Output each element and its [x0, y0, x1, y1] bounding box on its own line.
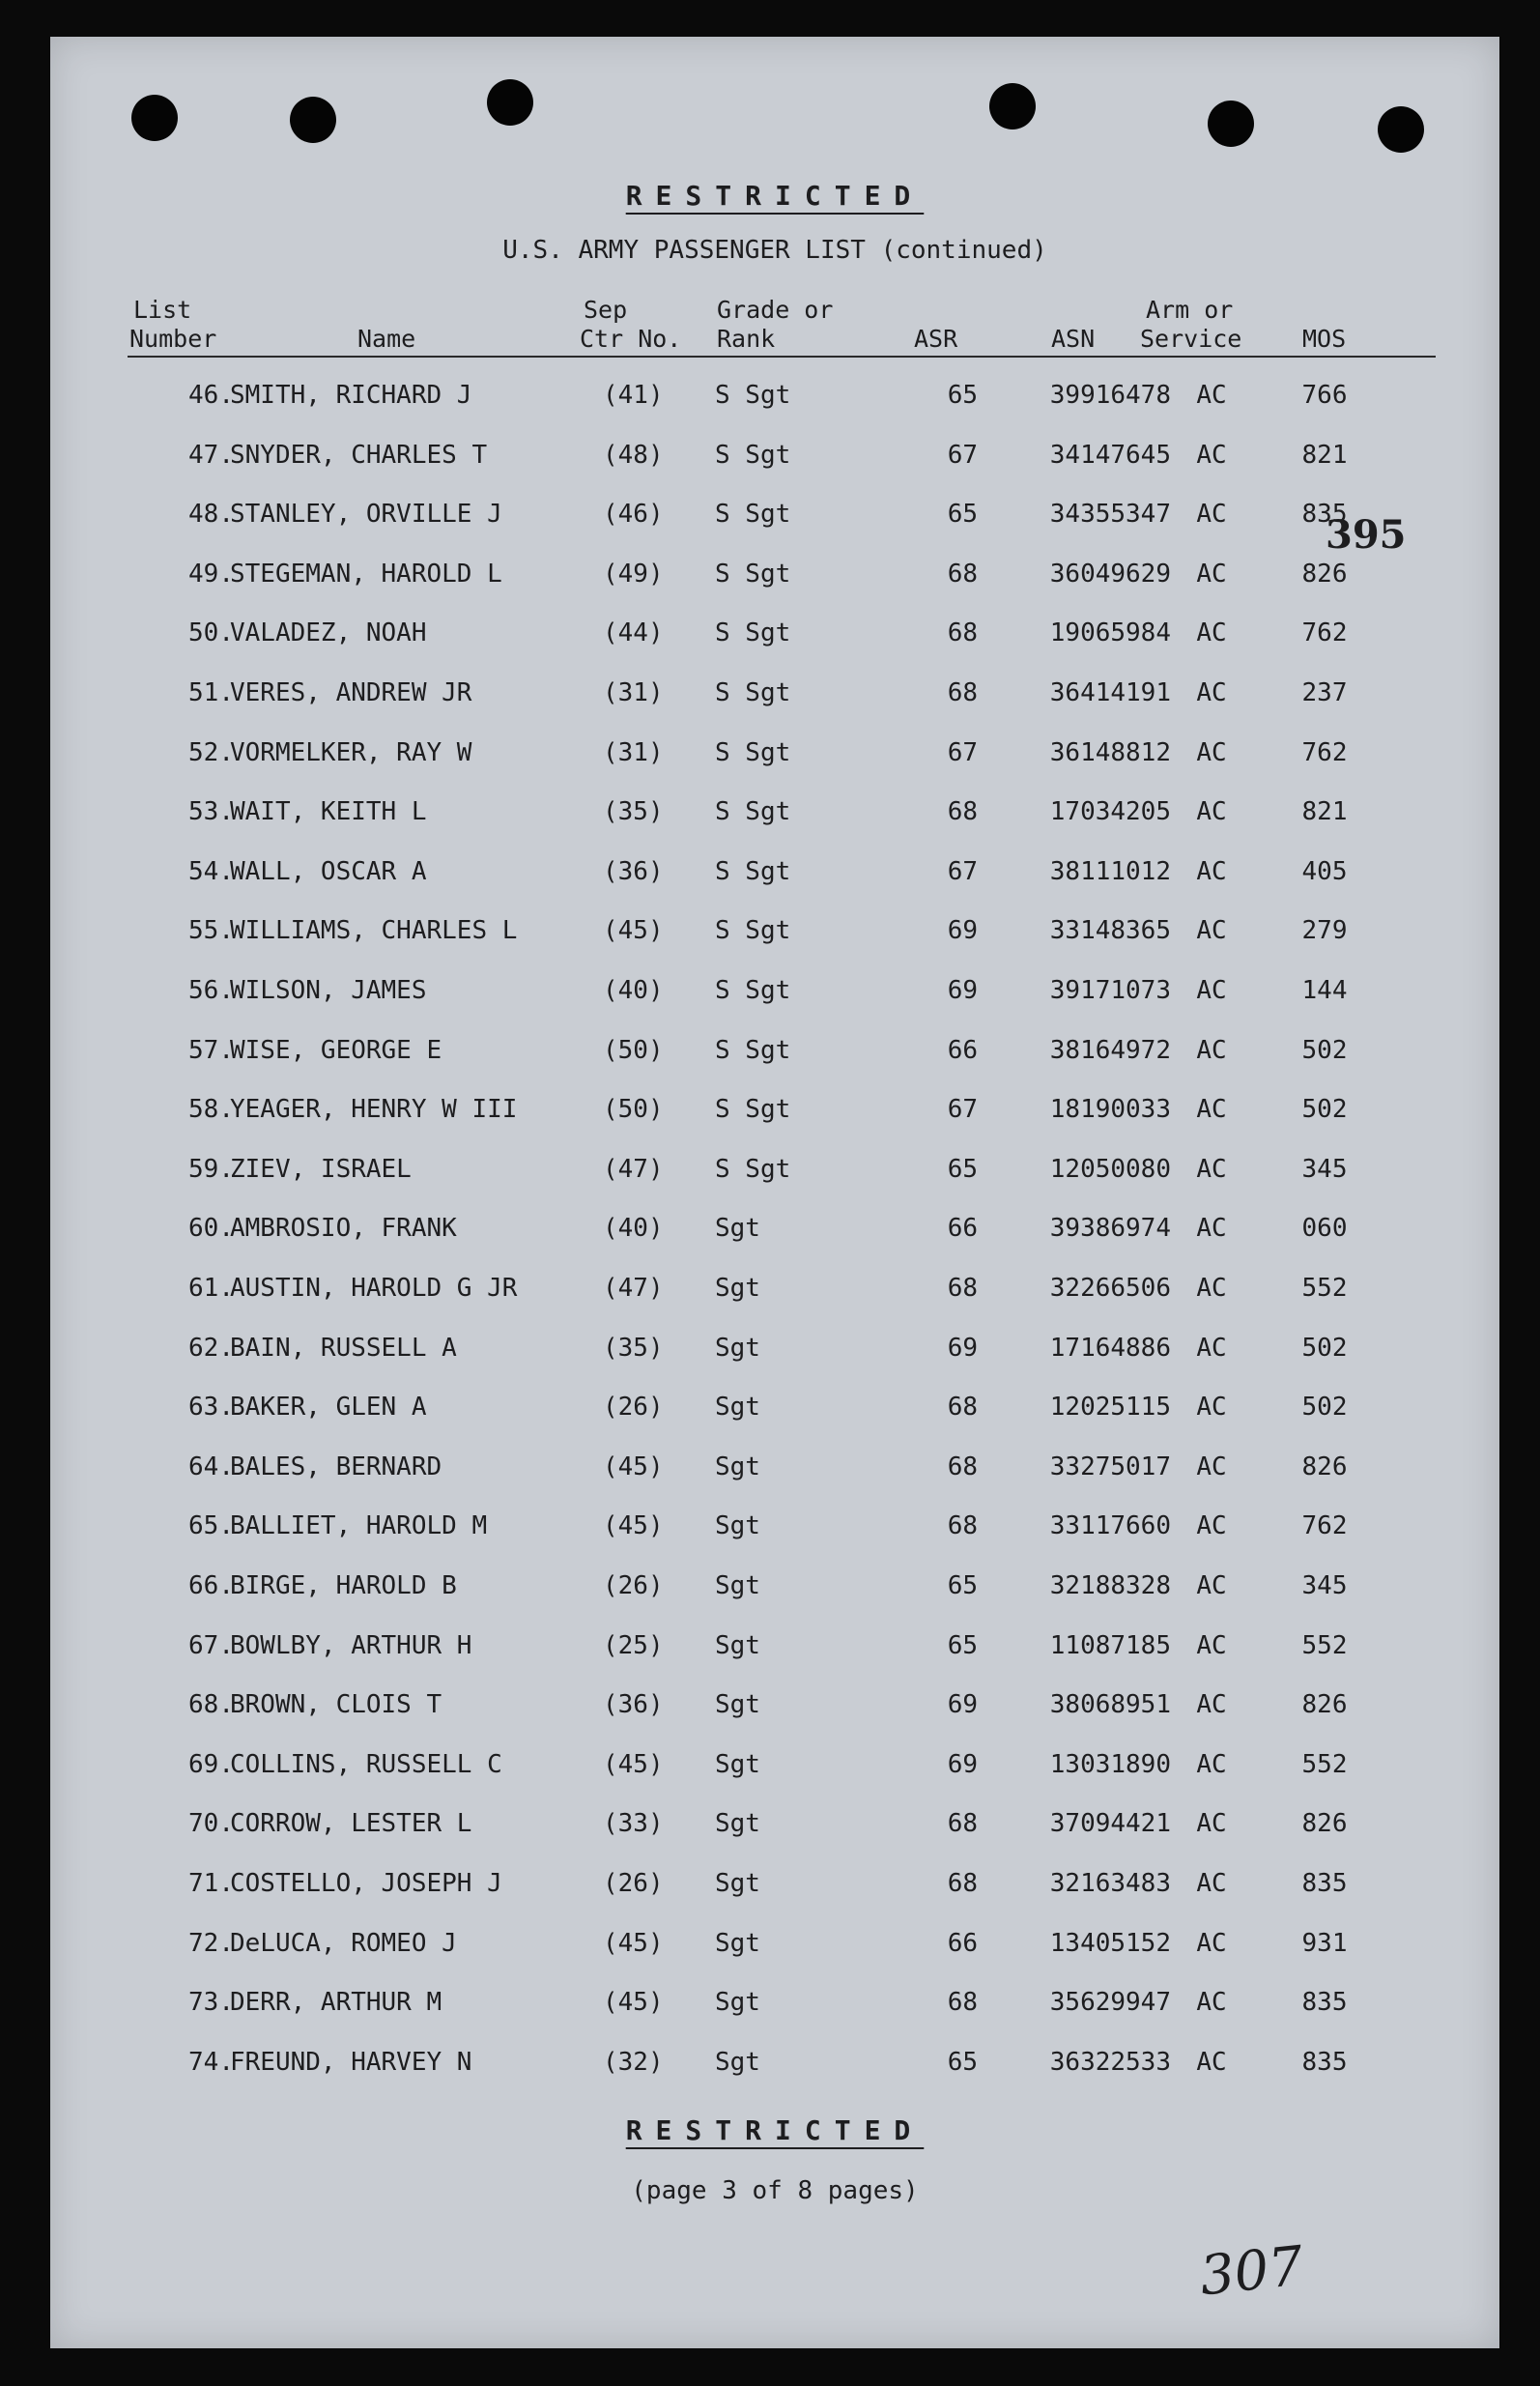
arm-service-cell: AC [1196, 856, 1227, 886]
name-cell: WISE, GEORGE E [230, 1035, 442, 1065]
name-cell: BOWLBY, ARTHUR H [230, 1630, 472, 1660]
punch-hole [290, 97, 336, 143]
asr-cell: 68 [947, 559, 978, 589]
punch-hole [131, 95, 178, 141]
asn-cell: 38068951 [1049, 1690, 1171, 1720]
asr-cell: 66 [947, 1035, 978, 1065]
asn-cell: 11087185 [1049, 1630, 1171, 1660]
name-cell: BALES, BERNARD [230, 1452, 442, 1481]
grade-cell: S Sgt [715, 381, 791, 410]
sep-ctr-cell: (31) [603, 678, 664, 707]
arm-service-cell: AC [1196, 1988, 1227, 2018]
name-cell: BAKER, GLEN A [230, 1393, 427, 1423]
grade-cell: S Sgt [715, 500, 791, 530]
grade-cell: Sgt [715, 1214, 760, 1244]
grade-cell: S Sgt [715, 1154, 791, 1184]
mos-cell: 237 [1301, 678, 1348, 707]
table-row [50, 1334, 1499, 1372]
asr-cell: 69 [947, 1749, 978, 1779]
column-header-list: List Number [129, 296, 217, 353]
sep-ctr-cell: (44) [603, 618, 664, 648]
asn-cell: 17034205 [1049, 797, 1171, 827]
asr-cell: 68 [947, 1393, 978, 1423]
sep-ctr-cell: (45) [603, 1749, 664, 1779]
asr-cell: 68 [947, 618, 978, 648]
mos-cell: 502 [1301, 1333, 1348, 1363]
arm-service-cell: AC [1196, 737, 1227, 767]
mos-cell: 826 [1301, 1690, 1348, 1720]
handwritten-number: 307 [1196, 2234, 1306, 2309]
mos-cell: 502 [1301, 1393, 1348, 1423]
arm-service-cell: AC [1196, 1035, 1227, 1065]
table-row [50, 1155, 1499, 1193]
list-number-cell: 56. [188, 976, 234, 1005]
grade-cell: S Sgt [715, 916, 791, 946]
sep-ctr-cell: (50) [603, 1095, 664, 1125]
grade-cell: Sgt [715, 1452, 760, 1481]
name-cell: WAIT, KEITH L [230, 797, 427, 827]
sep-ctr-cell: (32) [603, 2047, 664, 2077]
sep-ctr-cell: (26) [603, 1571, 664, 1600]
table-row [50, 1809, 1499, 1848]
asr-cell: 66 [947, 1214, 978, 1244]
table-row [50, 1631, 1499, 1670]
grade-cell: Sgt [715, 1393, 760, 1423]
list-number-cell: 68. [188, 1690, 234, 1720]
arm-service-cell: AC [1196, 1095, 1227, 1125]
punch-hole [487, 79, 533, 126]
table-row [50, 1750, 1499, 1789]
asr-cell: 69 [947, 1333, 978, 1363]
asn-cell: 36049629 [1049, 559, 1171, 589]
arm-service-cell: AC [1196, 1928, 1227, 1958]
sep-ctr-cell: (45) [603, 1511, 664, 1541]
table-row [50, 1452, 1499, 1491]
table-row [50, 1690, 1499, 1729]
asr-cell: 68 [947, 678, 978, 707]
asr-cell: 65 [947, 1571, 978, 1600]
arm-service-cell: AC [1196, 1333, 1227, 1363]
sep-ctr-cell: (33) [603, 1809, 664, 1839]
sep-ctr-cell: (45) [603, 1452, 664, 1481]
name-cell: VERES, ANDREW JR [230, 678, 472, 707]
asn-cell: 37094421 [1049, 1809, 1171, 1839]
grade-cell: S Sgt [715, 440, 791, 470]
sep-ctr-cell: (45) [603, 1988, 664, 2018]
asn-cell: 33117660 [1049, 1511, 1171, 1541]
arm-service-cell: AC [1196, 1749, 1227, 1779]
list-number-cell: 64. [188, 1452, 234, 1481]
arm-service-cell: AC [1196, 618, 1227, 648]
punch-hole [1208, 101, 1254, 147]
mos-cell: 931 [1301, 1928, 1348, 1958]
table-row [50, 1571, 1499, 1610]
asn-cell: 34355347 [1049, 500, 1171, 530]
arm-service-cell: AC [1196, 1511, 1227, 1541]
list-number-cell: 54. [188, 856, 234, 886]
table-row [50, 618, 1499, 657]
list-number-cell: 62. [188, 1333, 234, 1363]
list-number-cell: 49. [188, 559, 234, 589]
asn-cell: 38164972 [1049, 1035, 1171, 1065]
grade-cell: Sgt [715, 2047, 760, 2077]
mos-cell: 345 [1301, 1154, 1348, 1184]
grade-cell: S Sgt [715, 559, 791, 589]
grade-cell: Sgt [715, 1630, 760, 1660]
name-cell: ZIEV, ISRAEL [230, 1154, 412, 1184]
arm-service-cell: AC [1196, 678, 1227, 707]
list-number-cell: 52. [188, 737, 234, 767]
list-number-cell: 71. [188, 1869, 234, 1898]
grade-cell: S Sgt [715, 1035, 791, 1065]
name-cell: WILSON, JAMES [230, 976, 427, 1005]
asn-cell: 34147645 [1049, 440, 1171, 470]
column-header-mos: MOS [1302, 325, 1347, 353]
list-number-cell: 67. [188, 1630, 234, 1660]
mos-cell: 502 [1301, 1035, 1348, 1065]
name-cell: WILLIAMS, CHARLES L [230, 916, 518, 946]
table-row [50, 738, 1499, 777]
name-cell: STEGEMAN, HAROLD L [230, 559, 502, 589]
table-row [50, 1393, 1499, 1431]
arm-service-cell: AC [1196, 2047, 1227, 2077]
punch-hole [989, 83, 1036, 129]
grade-cell: Sgt [715, 1511, 760, 1541]
mos-cell: 762 [1301, 737, 1348, 767]
name-cell: BROWN, CLOIS T [230, 1690, 442, 1720]
column-header-asn: ASN [1051, 325, 1096, 353]
name-cell: VORMELKER, RAY W [230, 737, 472, 767]
table-row [50, 1274, 1499, 1312]
sep-ctr-cell: (40) [603, 976, 664, 1005]
asr-cell: 65 [947, 1154, 978, 1184]
column-header-grade: Grade or Rank [717, 296, 834, 353]
asr-cell: 68 [947, 1988, 978, 2018]
sep-ctr-cell: (31) [603, 737, 664, 767]
mos-cell: 826 [1301, 1809, 1348, 1839]
arm-service-cell: AC [1196, 1571, 1227, 1600]
asr-cell: 68 [947, 1274, 978, 1303]
asn-cell: 18190033 [1049, 1095, 1171, 1125]
sep-ctr-cell: (48) [603, 440, 664, 470]
name-cell: DeLUCA, ROMEO J [230, 1928, 457, 1958]
asr-cell: 67 [947, 440, 978, 470]
sep-ctr-cell: (26) [603, 1869, 664, 1898]
asn-cell: 36148812 [1049, 737, 1171, 767]
list-number-cell: 65. [188, 1511, 234, 1541]
table-row [50, 797, 1499, 836]
name-cell: DERR, ARTHUR M [230, 1988, 442, 2018]
grade-cell: Sgt [715, 1928, 760, 1958]
mos-cell: 345 [1301, 1571, 1348, 1600]
mos-cell: 766 [1301, 381, 1348, 410]
grade-cell: Sgt [715, 1809, 760, 1839]
list-number-cell: 50. [188, 618, 234, 648]
list-number-cell: 47. [188, 440, 234, 470]
table-row [50, 381, 1499, 419]
mos-cell: 762 [1301, 618, 1348, 648]
column-header-asr: ASR [914, 325, 958, 353]
list-number-cell: 61. [188, 1274, 234, 1303]
name-cell: AUSTIN, HAROLD G JR [230, 1274, 518, 1303]
punch-hole [1378, 106, 1424, 153]
sep-ctr-cell: (41) [603, 381, 664, 410]
asr-cell: 67 [947, 737, 978, 767]
asr-cell: 68 [947, 1809, 978, 1839]
grade-cell: S Sgt [715, 797, 791, 827]
table-row [50, 1036, 1499, 1075]
mos-cell: 552 [1301, 1749, 1348, 1779]
sep-ctr-cell: (45) [603, 1928, 664, 1958]
table-row [50, 500, 1499, 538]
name-cell: COLLINS, RUSSELL C [230, 1749, 502, 1779]
grade-cell: S Sgt [715, 1095, 791, 1125]
mos-cell: 835 [1301, 2047, 1348, 2077]
list-number-cell: 60. [188, 1214, 234, 1244]
asr-cell: 68 [947, 1452, 978, 1481]
asn-cell: 39171073 [1049, 976, 1171, 1005]
page-title: U.S. ARMY PASSENGER LIST (continued) [502, 236, 1047, 265]
mos-cell: 552 [1301, 1274, 1348, 1303]
arm-service-cell: AC [1196, 916, 1227, 946]
sep-ctr-cell: (46) [603, 500, 664, 530]
sep-ctr-cell: (35) [603, 797, 664, 827]
arm-service-cell: AC [1196, 1393, 1227, 1423]
grade-cell: S Sgt [715, 618, 791, 648]
table-row [50, 1511, 1499, 1550]
column-header-sep: Sep Ctr No. [580, 296, 682, 353]
mos-cell: 835 [1301, 1988, 1348, 2018]
list-number-cell: 59. [188, 1154, 234, 1184]
grade-cell: Sgt [715, 1690, 760, 1720]
asr-cell: 65 [947, 1630, 978, 1660]
asn-cell: 39386974 [1049, 1214, 1171, 1244]
asn-cell: 36322533 [1049, 2047, 1171, 2077]
table-row [50, 1869, 1499, 1908]
asn-cell: 32163483 [1049, 1869, 1171, 1898]
sep-ctr-cell: (49) [603, 559, 664, 589]
list-number-cell: 69. [188, 1749, 234, 1779]
asn-cell: 12025115 [1049, 1393, 1171, 1423]
arm-service-cell: AC [1196, 440, 1227, 470]
arm-service-cell: AC [1196, 1214, 1227, 1244]
sep-ctr-cell: (25) [603, 1630, 664, 1660]
column-header-arm: Arm or Service [1140, 296, 1242, 353]
arm-service-cell: AC [1196, 1690, 1227, 1720]
arm-service-cell: AC [1196, 1274, 1227, 1303]
arm-service-cell: AC [1196, 976, 1227, 1005]
sep-ctr-cell: (47) [603, 1274, 664, 1303]
asr-cell: 69 [947, 976, 978, 1005]
table-row [50, 916, 1499, 955]
grade-cell: S Sgt [715, 737, 791, 767]
asr-cell: 67 [947, 1095, 978, 1125]
name-cell: AMBROSIO, FRANK [230, 1214, 457, 1244]
name-cell: BAIN, RUSSELL A [230, 1333, 457, 1363]
sep-ctr-cell: (36) [603, 1690, 664, 1720]
list-number-cell: 46. [188, 381, 234, 410]
grade-cell: S Sgt [715, 976, 791, 1005]
list-number-cell: 58. [188, 1095, 234, 1125]
arm-service-cell: AC [1196, 559, 1227, 589]
asn-cell: 38111012 [1049, 856, 1171, 886]
table-row [50, 976, 1499, 1015]
asr-cell: 65 [947, 500, 978, 530]
asn-cell: 17164886 [1049, 1333, 1171, 1363]
grade-cell: Sgt [715, 1869, 760, 1898]
restricted-header: RESTRICTED [625, 180, 925, 212]
asn-cell: 39916478 [1049, 381, 1171, 410]
table-row [50, 1214, 1499, 1252]
name-cell: WALL, OSCAR A [230, 856, 427, 886]
asn-cell: 36414191 [1049, 678, 1171, 707]
page-note: (page 3 of 8 pages) [631, 2176, 919, 2205]
mos-cell: 502 [1301, 1095, 1348, 1125]
sep-ctr-cell: (36) [603, 856, 664, 886]
mos-cell: 835 [1301, 500, 1348, 530]
grade-cell: Sgt [715, 1749, 760, 1779]
list-number-cell: 48. [188, 500, 234, 530]
list-number-cell: 51. [188, 678, 234, 707]
list-number-cell: 70. [188, 1809, 234, 1839]
grade-cell: S Sgt [715, 678, 791, 707]
grade-cell: Sgt [715, 1333, 760, 1363]
sep-ctr-cell: (26) [603, 1393, 664, 1423]
asr-cell: 69 [947, 916, 978, 946]
arm-service-cell: AC [1196, 381, 1227, 410]
list-number-cell: 74. [188, 2047, 234, 2077]
asn-cell: 32266506 [1049, 1274, 1171, 1303]
name-cell: FREUND, HARVEY N [230, 2047, 472, 2077]
list-number-cell: 66. [188, 1571, 234, 1600]
table-row [50, 441, 1499, 479]
asn-cell: 13031890 [1049, 1749, 1171, 1779]
list-number-cell: 53. [188, 797, 234, 827]
sep-ctr-cell: (40) [603, 1214, 664, 1244]
mos-cell: 405 [1301, 856, 1348, 886]
table-row [50, 1988, 1499, 2027]
document-page [50, 37, 1499, 2348]
name-cell: VALADEZ, NOAH [230, 618, 427, 648]
asr-cell: 68 [947, 797, 978, 827]
sep-ctr-cell: (47) [603, 1154, 664, 1184]
asn-cell: 35629947 [1049, 1988, 1171, 2018]
asr-cell: 68 [947, 1511, 978, 1541]
arm-service-cell: AC [1196, 500, 1227, 530]
table-row [50, 857, 1499, 896]
asr-cell: 65 [947, 381, 978, 410]
list-number-cell: 57. [188, 1035, 234, 1065]
arm-service-cell: AC [1196, 1869, 1227, 1898]
sep-ctr-cell: (45) [603, 916, 664, 946]
table-row [50, 2048, 1499, 2086]
asr-cell: 69 [947, 1690, 978, 1720]
sep-ctr-cell: (35) [603, 1333, 664, 1363]
mos-cell: 144 [1301, 976, 1348, 1005]
grade-cell: Sgt [715, 1571, 760, 1600]
table-row [50, 560, 1499, 598]
header-rule [128, 356, 1436, 358]
table-row [50, 1095, 1499, 1134]
arm-service-cell: AC [1196, 797, 1227, 827]
name-cell: STANLEY, ORVILLE J [230, 500, 502, 530]
mos-cell: 821 [1301, 797, 1348, 827]
name-cell: YEAGER, HENRY W III [230, 1095, 518, 1125]
asr-cell: 65 [947, 2047, 978, 2077]
mos-cell: 762 [1301, 1511, 1348, 1541]
arm-service-cell: AC [1196, 1809, 1227, 1839]
arm-service-cell: AC [1196, 1154, 1227, 1184]
mos-cell: 552 [1301, 1630, 1348, 1660]
mos-cell: 826 [1301, 559, 1348, 589]
asr-cell: 67 [947, 856, 978, 886]
asn-cell: 33148365 [1049, 916, 1171, 946]
table-row [50, 678, 1499, 717]
name-cell: SNYDER, CHARLES T [230, 440, 488, 470]
asn-cell: 33275017 [1049, 1452, 1171, 1481]
list-number-cell: 55. [188, 916, 234, 946]
name-cell: BALLIET, HAROLD M [230, 1511, 488, 1541]
mos-cell: 279 [1301, 916, 1348, 946]
mos-cell: 060 [1301, 1214, 1348, 1244]
name-cell: SMITH, RICHARD J [230, 381, 472, 410]
list-number-cell: 72. [188, 1928, 234, 1958]
column-header-name: Name [357, 325, 416, 353]
grade-cell: Sgt [715, 1988, 760, 2018]
mos-cell: 821 [1301, 440, 1348, 470]
grade-cell: Sgt [715, 1274, 760, 1303]
asn-cell: 12050080 [1049, 1154, 1171, 1184]
sep-ctr-cell: (50) [603, 1035, 664, 1065]
page-stamp-number: 395 [1326, 512, 1407, 558]
arm-service-cell: AC [1196, 1452, 1227, 1481]
name-cell: COSTELLO, JOSEPH J [230, 1869, 502, 1898]
mos-cell: 826 [1301, 1452, 1348, 1481]
name-cell: BIRGE, HAROLD B [230, 1571, 457, 1600]
table-row [50, 1929, 1499, 1968]
list-number-cell: 63. [188, 1393, 234, 1423]
list-number-cell: 73. [188, 1988, 234, 2018]
asn-cell: 32188328 [1049, 1571, 1171, 1600]
mos-cell: 835 [1301, 1869, 1348, 1898]
asn-cell: 19065984 [1049, 618, 1171, 648]
asn-cell: 13405152 [1049, 1928, 1171, 1958]
grade-cell: S Sgt [715, 856, 791, 886]
arm-service-cell: AC [1196, 1630, 1227, 1660]
asr-cell: 66 [947, 1928, 978, 1958]
restricted-footer: RESTRICTED [625, 2114, 925, 2146]
name-cell: CORROW, LESTER L [230, 1809, 472, 1839]
asr-cell: 68 [947, 1869, 978, 1898]
